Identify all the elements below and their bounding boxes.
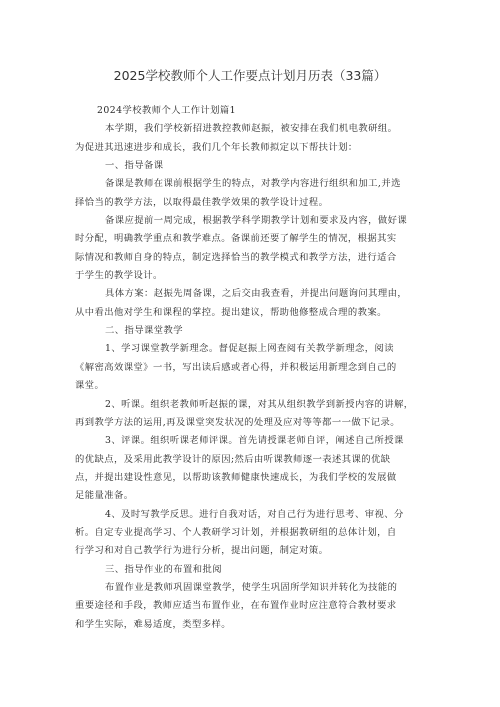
text-line: 《解密高效课堂》一书，写出读后感或者心得，并积极运用新理念到自己的: [75, 361, 397, 373]
text-line: 一、指导备课: [105, 160, 164, 172]
text-line: 足能量准备。: [75, 490, 134, 502]
text-line: 点，并提出建设性意见，以帮助该教师健康快速成长，为我们学校的发展做: [75, 471, 397, 483]
section-heading: 2024学校教师个人工作计划篇1: [97, 105, 237, 116]
text-line: 行学习和对自己教学行为进行分析，提出问题，制定对策。: [75, 545, 329, 557]
document-title: 2025学校教师个人工作要点计划月历表（33篇）: [113, 68, 387, 83]
text-line: 的优缺点，及采用此教学设计的原因;然后由听课教师逐一表述其课的优缺: [75, 453, 391, 465]
text-line: 时分配，明确教学重点和教学难点。备课前还要了解学生的情况，根据其实: [75, 233, 397, 245]
text-line: 从中看出他对学生和课程的掌控。提出建议，帮助他修整成合理的教案。: [75, 306, 387, 318]
text-line: 重要途径和手段，教师应适当布置作业，在布置作业时应注意符合教材要求: [75, 600, 397, 612]
text-line: 布置作业是教师巩固课堂教学，使学生巩固所学知识并转化为技能的: [105, 581, 398, 593]
text-line: 3、评课。组织听课老师评课。首先请授课老师自评，阐述自己所授课: [105, 435, 404, 447]
text-line: 备课是教师在课前根据学生的特点，对教学内容进行组织和加工,并选: [105, 178, 401, 190]
text-line: 再到教学方法的运用,再及课堂突发状况的处理及应对等等都一一做下记录。: [75, 416, 401, 428]
text-line: 本学期，我们学校新招进教控教师赵振，被安排在我们机电教研组。: [105, 123, 398, 135]
text-line: 课堂。: [75, 380, 105, 392]
text-line: 择恰当的教学方法，以取得最佳教学效果的教学设计过程。: [75, 196, 329, 208]
text-line: 三、指导作业的布置和批阅: [105, 563, 222, 575]
text-line: 为促进其迅速进步和成长，我们几个年长教师拟定以下帮扶计划：: [75, 141, 358, 153]
text-line: 析。自定专业提高学习、个人教研学习计划，并根据教研组的总体计划，自: [75, 526, 397, 538]
text-line: 4、及时写教学反思。进行自我对话，对自己行为进行思考、审视、分: [105, 508, 404, 520]
text-line: 于学生的教学设计。: [75, 270, 163, 282]
text-line: 2、听课。组织老教师听赵振的课，对其从组织教学到新授内容的讲解，: [105, 398, 414, 410]
text-line: 际情况和教师自身的特点，制定选择恰当的教学模式和教学方法，进行适合: [75, 251, 397, 263]
text-line: 二、指导课堂教学: [105, 325, 183, 337]
text-line: 1、学习课堂教学新理念。督促赵振上网查阅有关教学新理念，阅读: [105, 343, 395, 355]
text-line: 和学生实际，难易适度，类型多样。: [75, 618, 231, 630]
text-line: 备课应提前一周完成，根据教学科学期教学计划和要求及内容，做好课: [105, 215, 408, 227]
text-line: 具体方案：赵振先周备课，之后交由我查看，并提出问题询问其理由，: [105, 288, 408, 300]
document-body: [75, 102, 435, 634]
